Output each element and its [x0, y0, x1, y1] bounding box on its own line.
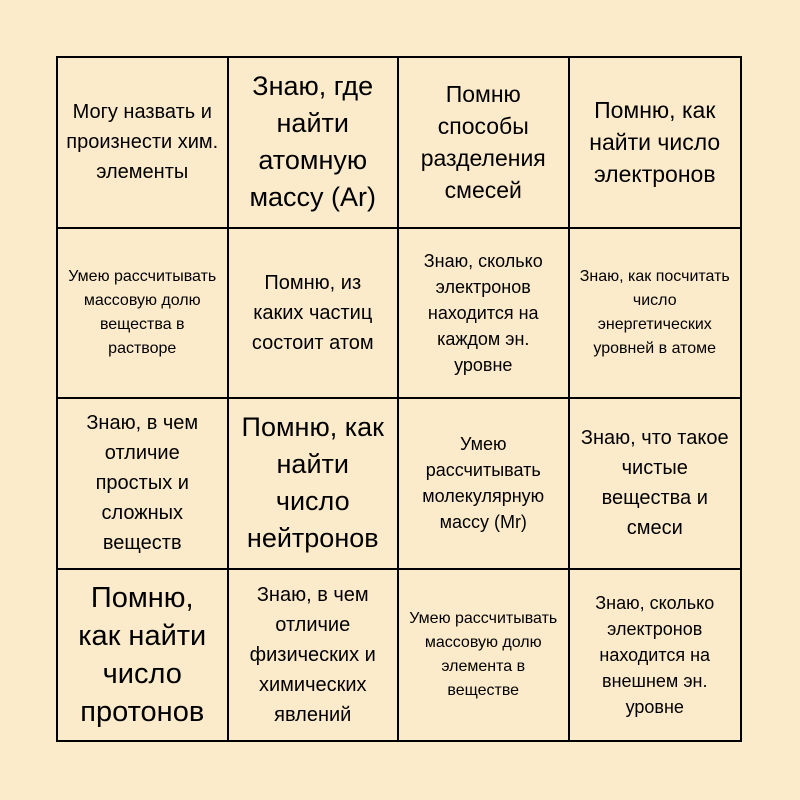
cell-text: Помню, как найти число электронов [589, 97, 721, 188]
bingo-cell-3[interactable] [399, 58, 570, 229]
bingo-board [56, 56, 742, 742]
bingo-cell-7[interactable] [399, 229, 570, 400]
cell-text: Помню, как найти число протонов [78, 581, 207, 728]
cell-text: Помню, из каких частиц состоит атом [251, 271, 374, 354]
bingo-cell-1[interactable] [58, 58, 229, 229]
cell-text: Умею рассчитывать массовую долю вещества в растворе [68, 267, 217, 357]
cell-text: Могу назвать и произнести хим. элементы [66, 101, 219, 184]
cell-text: Знаю, где найти атомную массу (Ar) [249, 71, 377, 213]
cell-text: Умею рассчитывать массовую долю элемента в веществе [409, 609, 558, 699]
bingo-cell-10[interactable] [229, 399, 400, 570]
bingo-cell-4[interactable] [570, 58, 741, 229]
cell-text: Помню, как найти число нейтронов [241, 412, 384, 554]
cell-text: Умею рассчитывать молекулярную массу (Mr) [422, 434, 545, 533]
bingo-cell-5[interactable] [58, 229, 229, 400]
cell-text: Знаю, как посчитать число энергетических уровней в атоме [579, 267, 730, 357]
bingo-cell-6[interactable] [229, 229, 400, 400]
bingo-cell-13[interactable] [58, 570, 229, 741]
cell-text: Знаю, что такое чистые вещества и смеси [580, 427, 729, 540]
bingo-cell-2[interactable] [229, 58, 400, 229]
bingo-cell-16[interactable] [570, 570, 741, 741]
bingo-cell-8[interactable] [570, 229, 741, 400]
cell-text: Знаю, в чем отличие физических и химических явлений [249, 583, 376, 726]
bingo-cell-14[interactable] [229, 570, 400, 741]
bingo-cell-15[interactable] [399, 570, 570, 741]
cell-text: Знаю, сколько электронов находится на внешнем эн. уровне [595, 592, 715, 717]
bingo-cell-9[interactable] [58, 399, 229, 570]
bingo-cell-12[interactable] [570, 399, 741, 570]
cell-text: Знаю, сколько электронов находится на каждом эн. уровне [423, 250, 543, 375]
cell-text: Помню способы разделения смесей [420, 81, 546, 204]
cell-text: Знаю, в чем отличие простых и сложных веществ [86, 412, 199, 555]
bingo-cell-11[interactable] [399, 399, 570, 570]
